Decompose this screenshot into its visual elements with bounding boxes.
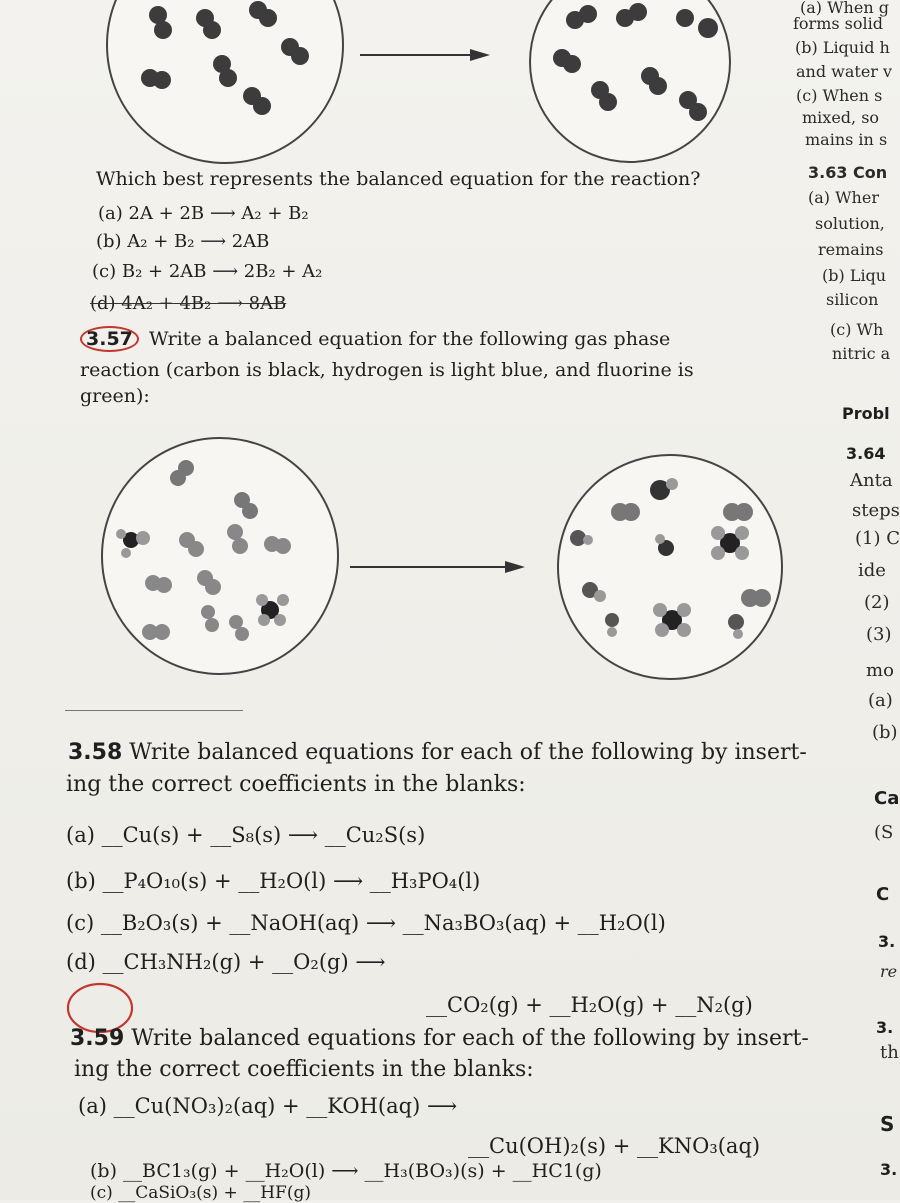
side-r5: silicon [826, 290, 879, 309]
side-text-2: forms solid [793, 14, 883, 33]
question-358-b: (b) __P₄O₁₀(s) + __H₂O(l) ⟶ __H₃PO₄(l) [66, 869, 481, 893]
side-r25: 3. [880, 1160, 898, 1179]
option-a: (a) 2A + 2B ⟶ A₂ + B₂ [98, 203, 309, 224]
side-text-3: (b) Liquid h [795, 38, 890, 57]
side-r22: 3. [876, 1018, 894, 1037]
side-r1: (a) Wher [808, 188, 879, 207]
side-r4: (b) Liqu [822, 266, 887, 285]
question-359-number: 3.59 [70, 1026, 125, 1051]
question-357-text1: Write a balanced equation for the following gas phase [148, 328, 671, 350]
side-r19: C [876, 884, 890, 905]
side-r20: 3. [878, 932, 896, 951]
side-r17: Ca [874, 788, 900, 809]
side-text-4: and water v [796, 62, 893, 81]
question-358-text1: Write balanced equations for each of the following by insert- [129, 740, 807, 765]
question-358-d-products: __CO₂(g) + __H₂O(g) + __N₂(g) [426, 993, 753, 1017]
question-357-line2: reaction (carbon is black, hydrogen is light blue, and fluorine is [80, 359, 694, 381]
question-359-c: (c) __CaSiO₃(s) + __HF(g) [90, 1183, 311, 1203]
question-359-a: (a) __Cu(NO₃)₂(aq) + __KOH(aq) ⟶ [78, 1094, 458, 1118]
side-r21: re [880, 962, 898, 981]
side-r13: (3) [866, 624, 892, 645]
question-357-number: 3.57 [80, 326, 139, 352]
option-c: (c) B₂ + 2AB ⟶ 2B₂ + A₂ [92, 261, 323, 282]
side-r15: (a) [868, 690, 893, 711]
side-probl: Probl [842, 404, 890, 423]
question-358-line2: ing the correct coefficients in the blanks: [66, 772, 526, 797]
side-r8: Anta [850, 470, 893, 491]
side-r7: nitric a [832, 344, 891, 363]
side-r24: S [880, 1112, 895, 1136]
side-text-6: mixed, so [802, 108, 880, 127]
side-text-7: mains in s [805, 130, 888, 149]
side-r16: (b) [872, 722, 898, 743]
question-358-number: 3.58 [68, 740, 123, 765]
question-359-a-products: __Cu(OH)₂(s) + __KNO₃(aq) [468, 1134, 761, 1158]
side-q364: 3.64 [846, 444, 886, 463]
side-r12: (2) [864, 592, 890, 613]
question-358-a: (a) __Cu(s) + __S₈(s) ⟶ __Cu₂S(s) [66, 823, 426, 847]
side-r23: th [880, 1042, 899, 1063]
side-r2: solution, [815, 214, 885, 233]
side-r10: (1) C [855, 528, 900, 549]
side-r11: ide [858, 560, 886, 581]
side-r3: remains [818, 240, 884, 259]
side-r9: steps [852, 500, 900, 521]
side-text-1: (a) When g [800, 0, 889, 17]
question-359-line1 [70, 1026, 809, 1051]
question-357-line3: green): [80, 385, 150, 407]
side-q363: 3.63 Con [808, 163, 888, 182]
option-d: (d) 4A₂ + 4B₂ ⟶ 8AB [90, 293, 287, 314]
side-r6: (c) Wh [830, 320, 884, 339]
side-r14: mo [866, 660, 894, 681]
question-359-b: (b) __BC1₃(g) + __H₂O(l) ⟶ __H₃(BO₃)(s) + __HC1(g) [90, 1160, 602, 1182]
side-r18: (S [874, 822, 894, 843]
question-358-c: (c) __B₂O₃(s) + __NaOH(aq) ⟶ __Na₃BO₃(aq) + __H₂O(l) [66, 911, 666, 935]
option-b: (b) A₂ + B₂ ⟶ 2AB [96, 231, 270, 252]
side-text-5: (c) When s [796, 86, 883, 105]
question-359-line2: ing the correct coefficients in the blanks: [74, 1057, 534, 1082]
question-358-d: (d) __CH₃NH₂(g) + __O₂(g) ⟶ [66, 950, 386, 974]
question-359-text1: Write balanced equations for each of the following by insert- [131, 1026, 809, 1051]
question-prompt: Which best represents the balanced equation for the reaction? [96, 168, 701, 190]
